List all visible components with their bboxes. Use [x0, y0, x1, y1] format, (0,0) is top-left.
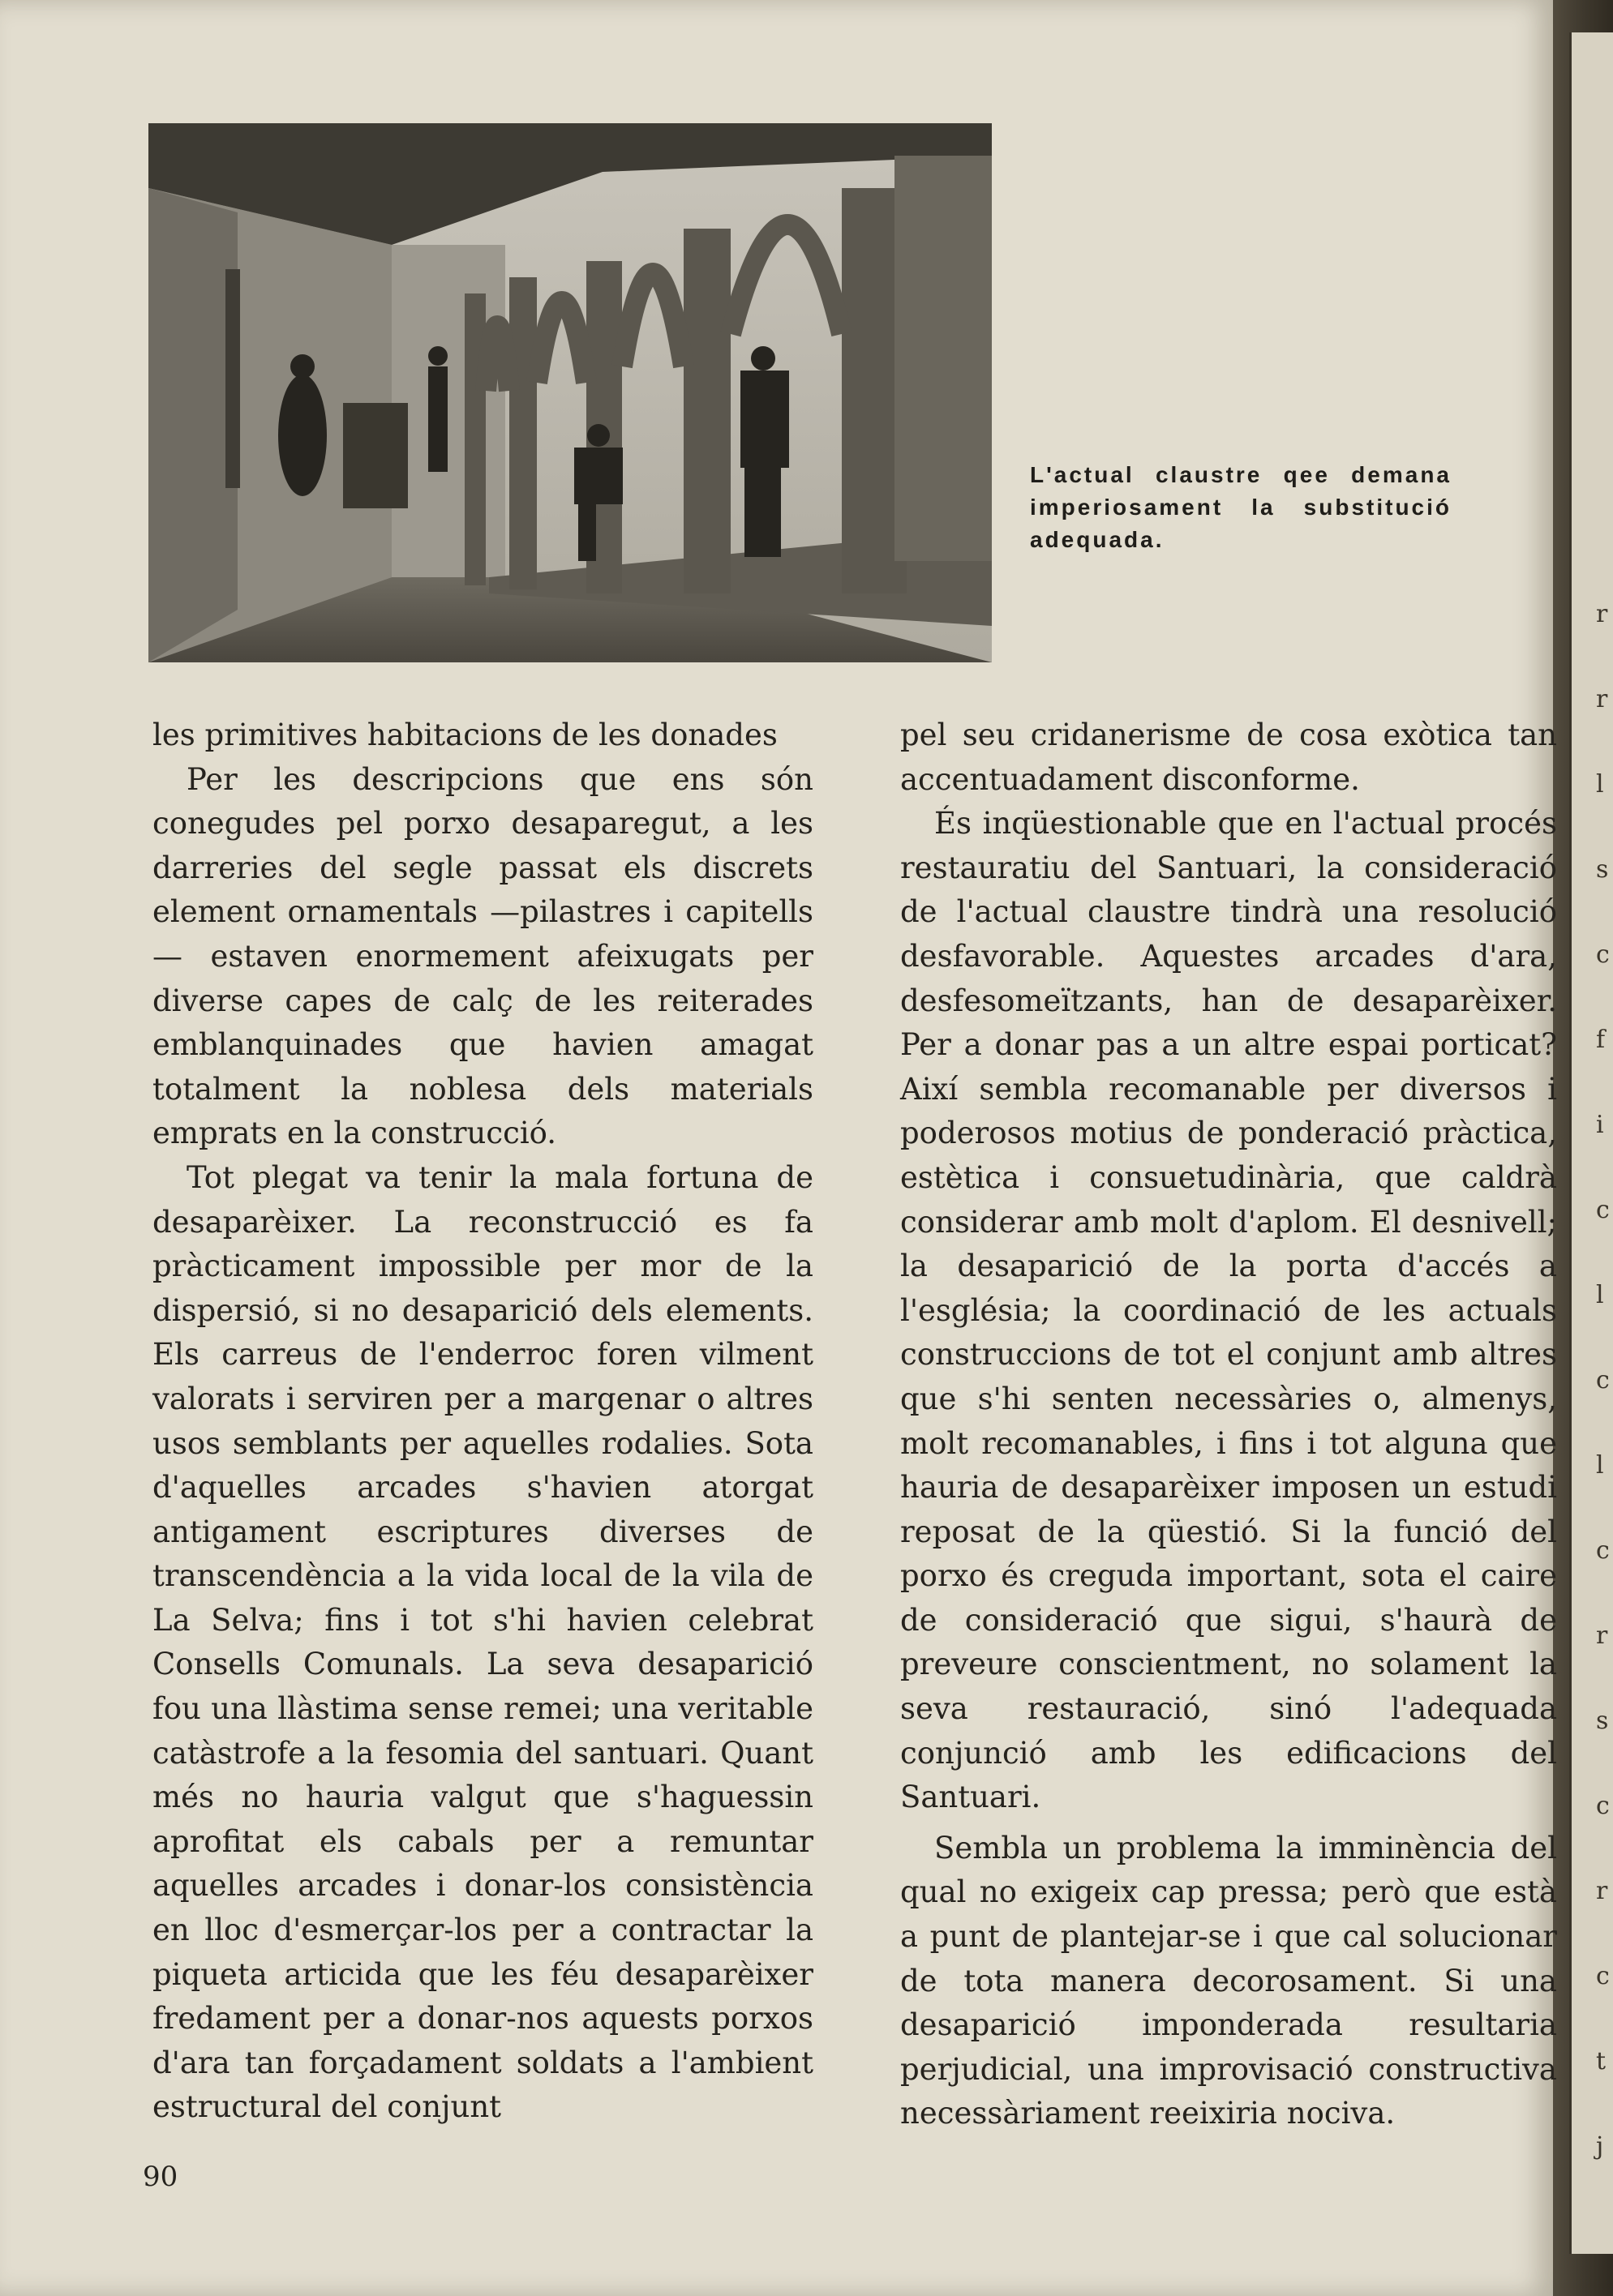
paragraph: Per les descripcions que ens són conegudes pel porxo desaparegut, a les darreries del segle passat els discrets element ornamentals —pilastres i capitells— estaven enormement afeixugats per diverse capes de calç de les reiterades emblanquinades que havien amagat totalment la noblesa dels materials emprats en la construcció.	[152, 761, 813, 1151]
next-page-letter: c	[1596, 940, 1610, 969]
photo-caption: L'actual claustre qee demana imperiosament la substitució adequada.	[1030, 462, 1452, 552]
next-page-letter: t	[1596, 2047, 1607, 2075]
next-page-letter: c	[1596, 1536, 1610, 1565]
next-page-letter: f	[1596, 1026, 1606, 1054]
next-page-letter: i	[1596, 1111, 1604, 1139]
paragraph: pel seu cridanerisme de cosa exòtica tan accentuadament disconforme.	[900, 718, 1557, 797]
next-page-letter: r	[1596, 600, 1608, 628]
next-page-letter: s	[1596, 1707, 1609, 1735]
paragraph: Tot plegat va tenir la mala fortuna de desaparèixer. La reconstrucció es fa pràcticament impossible per mor de la dispersió, si no desaparició dels elements. Els carreus de l'enderroc foren vilment valorats i serviren per a margenar o altres usos semblants per aquelles rodalies. Sota d'aquelles arcades s'havien atorgat antigament escriptures diverses de transcendència a la vida local de la vila de La Selva; fins i tot s'hi havien celebrat Consells Comunals. La seva desaparició fou una llàstima sense remei; una veritable catàstrofe a la fesomia del santuari. Quant més no hauria valgut que s'haguessin aprofitat els cabals per a remuntar aquelles arcades i donar-los consistència en lloc d'esmerçar-los per a contractar la piqueta articida que les féu desaparèixer fredament per a donar-nos aquests porxos d'ara tan forçadament soldats a l'ambient estructural del conjunt	[152, 1159, 813, 2125]
page-number: 90	[143, 2161, 178, 2193]
next-page-letter: l	[1596, 1281, 1604, 1309]
next-page-edge	[1569, 32, 1613, 2254]
next-page-letter: c	[1596, 1366, 1610, 1394]
paragraph: És inqüestionable que en l'actual procés restauratiu del Santuari, la consideració de l'actual claustre tindrà una resolució desfavorable. Aquestes arcades d'ara, desfesomeïtzants, han de desaparèixer. Per a donar pas a un altre espai porticat? Així sembla recomanable per diversos i poderosos motius de ponderació pràctica, estètica i consuetudinària, que caldrà considerar amb molt d'aplom. El desnivell; la desaparició de la porta d'accés a l'església; la coordinació de les actuals construccions de tot el conjunt amb altres que s'hi senten necessàries o, almenys, molt recomanables, i fins i tot alguna que hauria de desaparèixer imposen un estudi reposat de la qüestió. Si la funció del porxo és creguda important, sota el caire de consideració que sigui, s'haurà de preveure conscientment, no solament la seva restauració, sinó l'adequada conjunció amb les edificacions del Santuari.	[900, 806, 1557, 1815]
next-page-letter: l	[1596, 1451, 1604, 1480]
next-page-letter: s	[1596, 855, 1609, 884]
cloister-photo	[148, 123, 992, 662]
paragraph: les primitives habitacions de les donades	[152, 718, 778, 752]
text-column-left	[152, 713, 813, 2130]
next-page-letter: r	[1596, 1877, 1608, 1905]
paragraph: Sembla un problema la imminència del qual no exigeix cap pressa; però que està a punt de plantejar-se i que cal solucionar de tota manera decorosament. Si una desaparició imponderada resultaria perjudicial, una improvisació constructiva necessàriament reeixiria nociva.	[900, 1830, 1557, 2131]
next-page-letter: l	[1596, 770, 1604, 799]
next-page-letter: r	[1596, 1621, 1608, 1650]
text-column-right	[900, 713, 1557, 2136]
cloister-photo-image	[148, 123, 992, 662]
next-page-letter: c	[1596, 1792, 1610, 1820]
next-page-letter: j	[1596, 2132, 1604, 2161]
next-page-letter: r	[1596, 685, 1608, 713]
next-page-letter: c	[1596, 1196, 1610, 1224]
next-page-letter: c	[1596, 1962, 1610, 1990]
